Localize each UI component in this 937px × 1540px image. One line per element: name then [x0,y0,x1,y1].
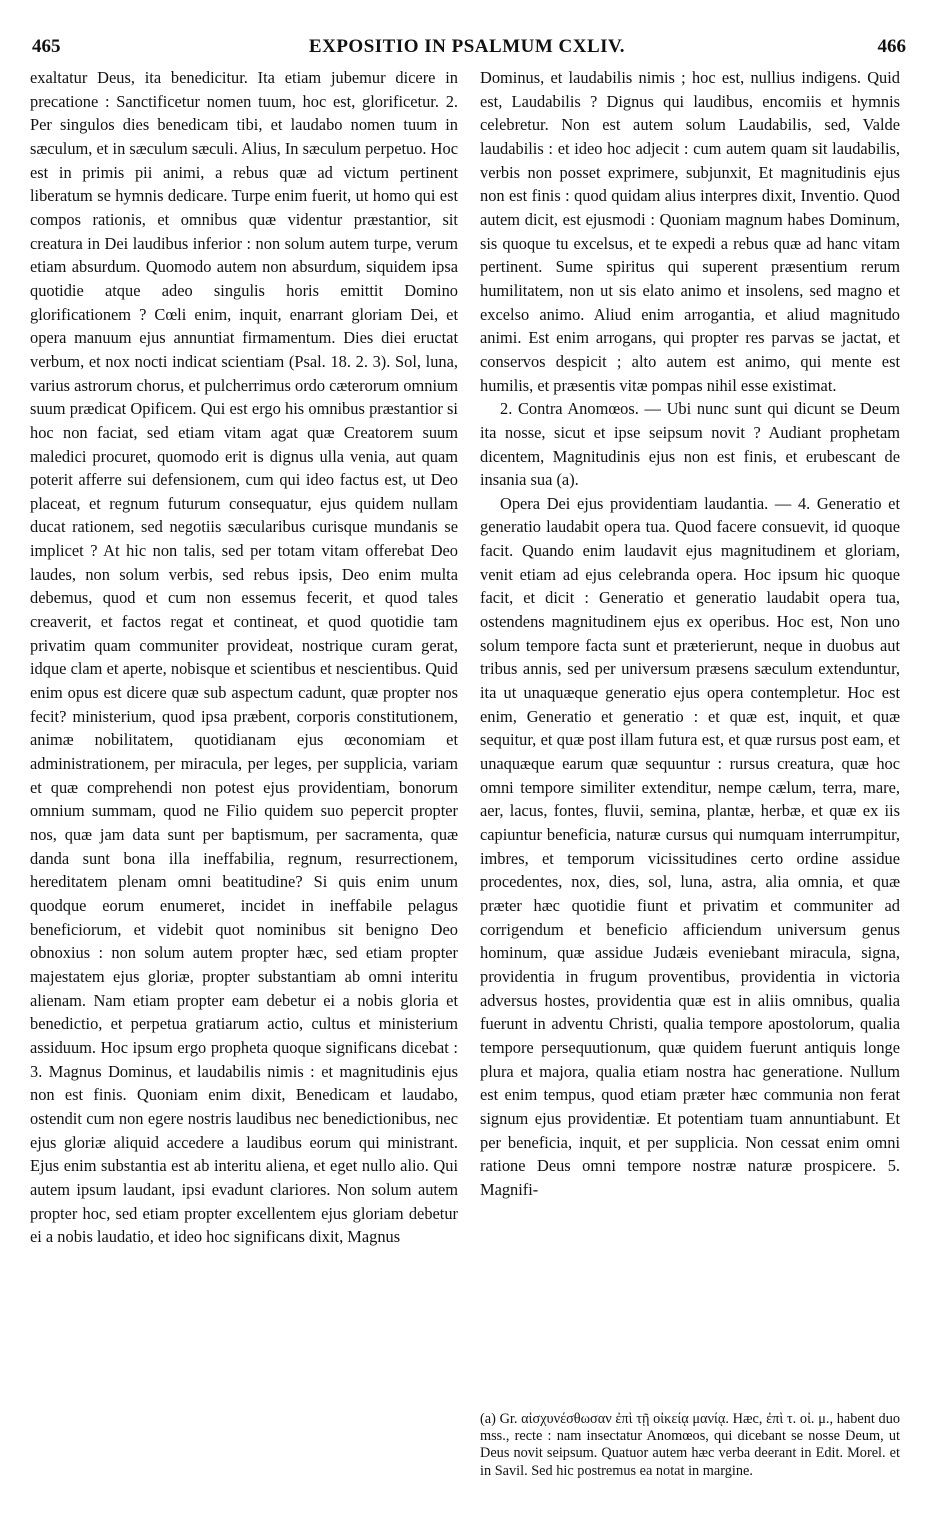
running-title: EXPOSITIO IN PSALMUM CXLIV. [308,36,626,57]
page-number-right: 466 [877,36,906,57]
left-paragraph: exaltatur Deus, ita benedicitur. Ita etiam jubemur dicere in precatione : Sanctificetur nomen tuum, hoc est, glorificetur. 2. Per singulos dies benedicam tibi, et laudabo nomen tuum in sæculum, et in sæculum sæculi. Alius, In sæculum perpetuo. Hoc est in primis pii animi, a rebus quæ ad victum pertinent liberatum se hymnis dedicare. Turpe enim fuerit, ut homo qui est compos rationis, et omnibus quæ videntur præstantior, sit creatura in Dei laudibus inferior : non solum autem turpe, verum etiam absurdum. Quomodo autem non absurdum, siquidem ipsa quotidie atque adeo singulis horis emittit Domino glorificationem ? Cœli enim, inquit, enarrant gloriam Dei, et opera manuum ejus annuntiat firmamentum. Dies diei eructat verbum, et nox nocti indicat scientiam (Psal. 18. 2. 3). Sol, luna, varius astrorum chorus, et pulcherrimus ordo cæterorum omnium suum prædicat Opificem. Qui est ergo his omnibus præstantior si hoc non faciat, sed etiam vitam agat quæ Creatorem suum maledici procuret, quomodo erit is dignus ulla venia, aut quam poterit afferre sui defensionem, cum qui ideo factus est, ut Deo placeat, et regnum futurum consequatur, ejus quidem nullam ducat rationem, sed negotiis sæcularibus curisque mundanis se implicet ? At hic non talis, sed per totam vitam offerebat Deo laudes, non solum verbis, sed rebus ipsis, Deo enim multa debemus, quod et cum non essemus fecerit, et quod tales creaverit, et factos regat et contineat, et quod quotidie tam privatim quam communiter provideat, nostrique curam gerat, idque clam et aperte, nobisque et scientibus et nescientibus. Quid enim opus est dicere quæ sub aspectum cadunt, quæ propter nos fecit? ministerium, quod ipsa præbent, corporis constitutionem, animæ nobilitatem, quotidianam ejus œconomiam et administrationem, per miracula, per leges, per supplicia, variam et quæ comprehendi non potest ejus providentiam, bonorum omnium summam, quod ne Filio quidem suo pepercit propter nos, quæ jam data sunt per baptismum, per sacramenta, quæ danda sunt bona illa ineffabilia, regnum, resurrectionem, hereditatem plenam omni beatitudine? Si quis enim unum quodque eorum enumeret, incidet in ineffabile pelagus beneficiorum, et videbit quot nominibus sit benigno Deo obnoxius : non solum autem propter hæc, sed etiam propter majestatem ejus gloriæ, propter substantiam ab omni interitu alienam. Nam etiam propter eam debetur ei a nobis gloria et benedictio, et perpetua gratiarum actio, cultus et ministerium assiduum. Hoc ipsum ergo propheta quoque significans dicebat : 3. Magnus Dominus, et laudabilis nimis : et magnitudinis ejus non est finis. Quoniam enim dixit, Benedicam et laudabo, ostendit cum non egere nostris laudibus nec benedictionibus, nec ejus gloriæ aliquid accedere a laudibus eorum qui ministrant. Ejus enim substantia est ab interitu aliena, et eget nullo alio. Qui autem ipsum laudant, ipsi evadunt clariores. Non solum autem propter hoc, sed etiam propter excellentem ejus gloriam debetur ei a nobis laudatio, et ideo hoc significans dixit, Magnus [30,68,458,1247]
right-paragraph: 2. Contra Anomœos. — Ubi nunc sunt qui dicunt se Deum ita nosse, sicut et ipse seipsum novit ? Audiant prophetam dicentem, Magnitudinis ejus non est finis, et erubescant de insania sua (a). [480,399,900,490]
right-column [480,66,900,1202]
running-header [28,36,906,62]
left-column [30,66,458,1249]
page-number-left: 465 [32,36,61,57]
footnote [480,1411,900,1480]
footnote-text: (a) Gr. αἰσχυνέσθωσαν ἐπὶ τῇ οἰκείᾳ μανίᾳ. Hæc, ἐπὶ τ. οἰ. μ., habent duo mss., recte : nam insectatur Anomœos, qui dicebant se nosse Deum, ut Deus novit seipsum. Quatuor autem hæc verba deerant in Edit. Morel. et in Savil. Sed hic postremus ea notat in margine. [480,1411,900,1479]
right-paragraph: Dominus, et laudabilis nimis ; hoc est, nullius indigens. Quid est, Laudabilis ? Dignus qui laudibus, encomiis et hymnis celebretur. Non est autem solum Laudabilis, sed, Valde laudabilis : et ideo hoc adjecit : cum autem quam sit laudabilis, verbis non posset exprimere, subjunxit, Et magnitudinis ejus non est finis : quod quidam alius interpres dixit, Inventio. Quod autem dicit, est ejusmodi : Quoniam magnum habes Dominum, sis quoque tu excelsus, et te expedi a rebus quæ ad hanc vitam pertinent. Sume spiritus qui superent præsentium rerum humilitatem, non ut sis elato animo et insolens, sed magno et excelso animo. Aliud enim arrogantia, et aliud magnitudo animi. Est enim arrogans, qui propter res parvas se jactat, et conservos despicit ; alto autem est animo, qui mente est humilis, et præsentis vitæ pompas nihil esse existimat. [480,68,900,395]
right-paragraph: Opera Dei ejus providentiam laudantia. — 4. Generatio et generatio laudabit opera tua. Quod facere consuevit, id quoque facit. Quando enim laudavit ejus magnitudinem et gloriam, venit etiam ad ejus celebranda opera. Hoc ipsum hic quoque facit, et dicit : Generatio et generatio laudabit opera tua, ostendens magnitudinem ejus ex operibus. Hoc est, Non uno solum tempore facta sunt et præterierunt, neque in duobus aut tribus annis, sed per universum præsens sæculum extenduntur, ita ut unaquæque generatio ejus opera contempletur. Hoc est enim, Generatio et generatio : et quæ est, inquit, et quæ sequitur, et quæ post illam futura est, et quæ rursus post eam, et unaquæque earum quæ sequuntur : rursus creatura, quæ hoc omni tempore similiter extenditur, nempe cælum, terra, mare, aer, lacus, fontes, fluvii, semina, plantæ, herbæ, et quæ ex iis capiuntur beneficia, naturæ cursus qui numquam interrumpitur, imbres, et temporum vicissitudines certo ordine assidue procedentes, nox, dies, sol, luna, astra, alia omnia, et quæ præter hæc quotidie fiunt et privatim et communiter ad corrigendum et beneficio afficiendum universum genus hominum, quæ assidue Judæis eveniebant miracula, signa, providentia in frugum proventibus, providentia in victoria adversus hostes, providentia quæ est in aliis omnibus, qualia fuerunt in adventu Christi, qualia tempore apostolorum, qualia tempore persequutionum, quæ quidem fuerunt antiquis longe plura et majora, qualia etiam nostra hac generatione. Nullum est enim tempus, quod etiam præter hæc communia non ferat signum ejus providentiæ. Et potentiam tuam annuntiabunt. Et per beneficia, inquit, et per supplicia. Non cessat enim omni ratione Deus omni tempore nostræ naturæ prospicere. 5. Magnifi- [480,493,900,1199]
